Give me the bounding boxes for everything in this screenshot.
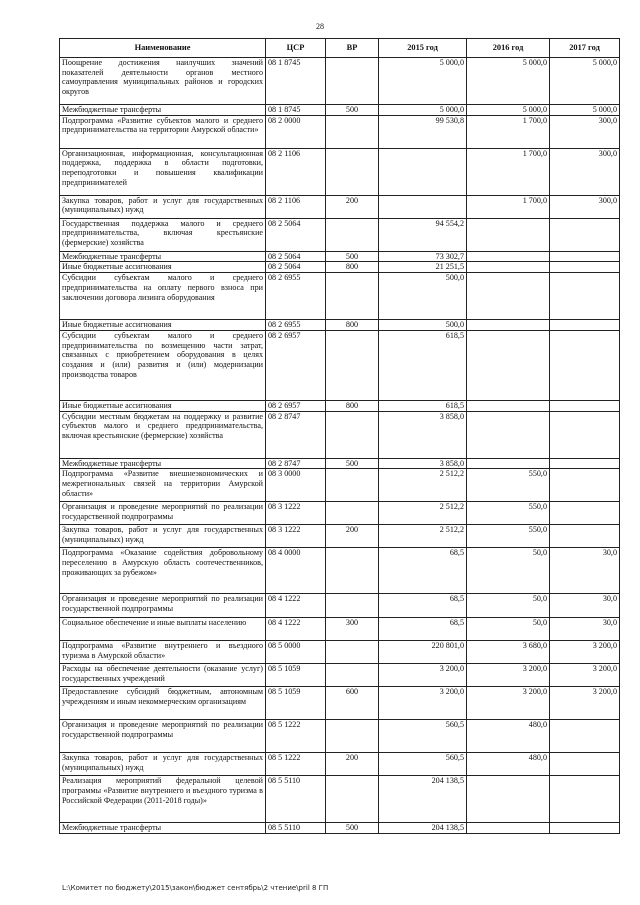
cell-2015: 2 512,2: [379, 469, 467, 502]
cell-2017: 3 200,0: [550, 687, 620, 720]
cell-csr: 08 5 1059: [266, 687, 326, 720]
cell-2016: 1 700,0: [467, 115, 550, 148]
cell-name: Закупка товаров, работ и услуг для государственных (муниципальных) нужд: [60, 753, 266, 776]
cell-vr: 500: [326, 105, 379, 116]
cell-vr: 600: [326, 687, 379, 720]
table-row: [60, 525, 620, 548]
cell-2016: 1 700,0: [467, 195, 550, 218]
cell-2017: 300,0: [550, 195, 620, 218]
cell-2017: [550, 458, 620, 469]
cell-2017: [550, 262, 620, 273]
cell-2017: [550, 273, 620, 320]
cell-2015: 2 512,2: [379, 525, 467, 548]
cell-csr: 08 5 5110: [266, 823, 326, 834]
cell-vr: [326, 664, 379, 687]
cell-name: Иные бюджетные ассигнования: [60, 320, 266, 331]
cell-2016: 5 000,0: [467, 58, 550, 105]
cell-vr: [326, 720, 379, 753]
table-row: [60, 115, 620, 148]
cell-2015: 3 200,0: [379, 687, 467, 720]
cell-name: Предоставление субсидий бюджетным, автономным учреждениям и иным некоммерческим организациям: [60, 687, 266, 720]
cell-2017: [550, 502, 620, 525]
cell-vr: [326, 502, 379, 525]
cell-2016: [467, 458, 550, 469]
table-row: [60, 218, 620, 251]
table-row: [60, 273, 620, 320]
table-row: [60, 148, 620, 195]
cell-2016: [467, 262, 550, 273]
cell-csr: 08 2 8747: [266, 458, 326, 469]
cell-2017: 30,0: [550, 594, 620, 618]
cell-vr: [326, 273, 379, 320]
cell-2017: 30,0: [550, 548, 620, 594]
cell-2016: [467, 330, 550, 400]
table-row: [60, 687, 620, 720]
cell-vr: [326, 776, 379, 823]
table-row: [60, 320, 620, 331]
cell-2015: 500,0: [379, 273, 467, 320]
cell-vr: [326, 548, 379, 594]
cell-2015: [379, 148, 467, 195]
cell-csr: 08 2 8747: [266, 411, 326, 458]
cell-vr: [326, 641, 379, 664]
table-row: [60, 776, 620, 823]
cell-csr: 08 2 1106: [266, 195, 326, 218]
cell-name: Социальное обеспечение и иные выплаты населению: [60, 618, 266, 641]
header-2016: 2016 год: [467, 39, 550, 58]
cell-2016: 5 000,0: [467, 105, 550, 116]
cell-2015: 68,5: [379, 594, 467, 618]
cell-2017: [550, 753, 620, 776]
cell-2016: 3 680,0: [467, 641, 550, 664]
cell-csr: 08 1 8745: [266, 105, 326, 116]
cell-vr: 500: [326, 458, 379, 469]
cell-csr: 08 2 6955: [266, 320, 326, 331]
cell-csr: 08 5 5110: [266, 776, 326, 823]
file-path-footer: L:\Комитет по бюджету\2015\закон\бюджет сентябрь\2 чтение\pril 8 ГП: [62, 884, 329, 892]
cell-vr: 500: [326, 823, 379, 834]
cell-csr: 08 3 1222: [266, 525, 326, 548]
cell-2015: 5 000,0: [379, 105, 467, 116]
cell-vr: [326, 58, 379, 105]
cell-csr: 08 2 5064: [266, 251, 326, 262]
cell-vr: 800: [326, 262, 379, 273]
cell-2017: [550, 720, 620, 753]
table-row: [60, 195, 620, 218]
table-row: [60, 753, 620, 776]
cell-csr: 08 2 1106: [266, 148, 326, 195]
table-row: [60, 400, 620, 411]
page-number: 28: [316, 22, 324, 31]
table-row: [60, 823, 620, 834]
cell-2016: 3 200,0: [467, 664, 550, 687]
cell-2016: [467, 218, 550, 251]
cell-name: Подпрограмма «Развитие субъектов малого и среднего предпринимательства на территории Амурской области»: [60, 115, 266, 148]
cell-2017: [550, 525, 620, 548]
cell-2015: 560,5: [379, 720, 467, 753]
cell-csr: 08 5 1222: [266, 753, 326, 776]
cell-name: Подпрограмма «Оказание содействия добровольному переселению в Амурскую область соотечественников, проживающих за рубежом»: [60, 548, 266, 594]
table-row: [60, 594, 620, 618]
table-row: [60, 618, 620, 641]
cell-vr: 200: [326, 753, 379, 776]
header-2017: 2017 год: [550, 39, 620, 58]
cell-2016: [467, 273, 550, 320]
cell-2017: 3 200,0: [550, 641, 620, 664]
cell-2015: 94 554,2: [379, 218, 467, 251]
cell-csr: 08 3 0000: [266, 469, 326, 502]
cell-vr: 500: [326, 251, 379, 262]
cell-2017: [550, 469, 620, 502]
cell-2015: 21 251,5: [379, 262, 467, 273]
cell-name: Закупка товаров, работ и услуг для государственных (муниципальных) нужд: [60, 525, 266, 548]
table-row: [60, 411, 620, 458]
cell-2016: 550,0: [467, 525, 550, 548]
cell-csr: 08 3 1222: [266, 502, 326, 525]
cell-name: Поощрение достижения наилучших значений показателей деятельности органов местного самоуправления муниципальных районов и городских округов: [60, 58, 266, 105]
table-row: [60, 58, 620, 105]
cell-2015: 73 302,7: [379, 251, 467, 262]
cell-name: Иные бюджетные ассигнования: [60, 400, 266, 411]
cell-2017: [550, 823, 620, 834]
cell-name: Государственная поддержка малого и среднего предпринимательства, включая крестьянские (фермерские) хозяйства: [60, 218, 266, 251]
cell-2016: [467, 251, 550, 262]
cell-csr: 08 2 5064: [266, 262, 326, 273]
cell-2015: 3 858,0: [379, 458, 467, 469]
cell-name: Подпрограмма «Развитие внешнеэкономических и межрегиональных связей на территории Амурской области»: [60, 469, 266, 502]
cell-2015: 204 138,5: [379, 823, 467, 834]
table-header-row: [60, 39, 620, 58]
cell-2016: [467, 776, 550, 823]
cell-2016: 50,0: [467, 548, 550, 594]
cell-2016: [467, 400, 550, 411]
cell-2016: 480,0: [467, 720, 550, 753]
cell-2015: [379, 195, 467, 218]
cell-name: Субсидии субъектам малого и среднего предпринимательства по возмещению части затрат, связанных с приобретением оборудования в целях создания и (или) развития и (или) модернизации производства товаров: [60, 330, 266, 400]
cell-name: Расходы на обеспечение деятельности (оказание услуг) государственных учреждений: [60, 664, 266, 687]
table-row: [60, 664, 620, 687]
cell-2015: 618,5: [379, 330, 467, 400]
cell-csr: 08 2 6957: [266, 330, 326, 400]
header-vr: ВР: [326, 39, 379, 58]
cell-2017: 300,0: [550, 148, 620, 195]
cell-name: Субсидии местным бюджетам на поддержку и развитие субъектов малого и среднего предпринимательства, включая крестьянские (фермерские) хозяйства: [60, 411, 266, 458]
cell-2015: 500,0: [379, 320, 467, 331]
header-csr: ЦСР: [266, 39, 326, 58]
cell-2016: 50,0: [467, 618, 550, 641]
cell-2017: [550, 218, 620, 251]
table-row: [60, 262, 620, 273]
cell-2017: [550, 400, 620, 411]
table-row: [60, 105, 620, 116]
cell-2016: [467, 823, 550, 834]
cell-vr: [326, 148, 379, 195]
table-row: [60, 720, 620, 753]
cell-2015: 3 200,0: [379, 664, 467, 687]
table-row: [60, 641, 620, 664]
cell-name: Организация и проведение мероприятий по реализации государственной подпрограммы: [60, 720, 266, 753]
cell-name: Организация и проведение мероприятий по реализации государственной подпрограммы: [60, 502, 266, 525]
table-row: [60, 458, 620, 469]
cell-csr: 08 5 1059: [266, 664, 326, 687]
table-row: [60, 469, 620, 502]
cell-csr: 08 4 1222: [266, 618, 326, 641]
cell-2017: [550, 776, 620, 823]
cell-2017: [550, 251, 620, 262]
cell-2015: 99 530,8: [379, 115, 467, 148]
cell-2016: 550,0: [467, 469, 550, 502]
cell-2015: 2 512,2: [379, 502, 467, 525]
cell-2017: 300,0: [550, 115, 620, 148]
cell-name: Иные бюджетные ассигнования: [60, 262, 266, 273]
cell-name: Межбюджетные трансферты: [60, 105, 266, 116]
cell-2017: [550, 330, 620, 400]
table-row: [60, 330, 620, 400]
cell-2017: 3 200,0: [550, 664, 620, 687]
cell-2015: 5 000,0: [379, 58, 467, 105]
header-name: Наименование: [60, 39, 266, 58]
cell-2016: [467, 411, 550, 458]
cell-2017: [550, 411, 620, 458]
table-row: [60, 502, 620, 525]
cell-2016: 550,0: [467, 502, 550, 525]
cell-2016: [467, 320, 550, 331]
cell-2016: 3 200,0: [467, 687, 550, 720]
cell-name: Межбюджетные трансферты: [60, 823, 266, 834]
cell-2017: 30,0: [550, 618, 620, 641]
cell-csr: 08 2 6955: [266, 273, 326, 320]
cell-vr: [326, 218, 379, 251]
cell-name: Межбюджетные трансферты: [60, 458, 266, 469]
table-body: [60, 58, 620, 834]
cell-csr: 08 2 6957: [266, 400, 326, 411]
cell-2015: 3 858,0: [379, 411, 467, 458]
cell-csr: 08 2 5064: [266, 218, 326, 251]
cell-csr: 08 2 0000: [266, 115, 326, 148]
table-row: [60, 548, 620, 594]
cell-name: Организация и проведение мероприятий по реализации государственной подпрограммы: [60, 594, 266, 618]
cell-vr: 800: [326, 320, 379, 331]
cell-vr: 300: [326, 618, 379, 641]
cell-csr: 08 5 0000: [266, 641, 326, 664]
cell-name: Реализация мероприятий федеральной целевой программы «Развитие внутреннего и въездного туризма в Российской Федерации (2011-2018 годы)»: [60, 776, 266, 823]
cell-2017: [550, 320, 620, 331]
cell-vr: [326, 411, 379, 458]
cell-2015: 618,5: [379, 400, 467, 411]
budget-table: [59, 38, 620, 834]
cell-vr: [326, 330, 379, 400]
cell-2017: 5 000,0: [550, 105, 620, 116]
cell-2017: 5 000,0: [550, 58, 620, 105]
cell-2015: 560,5: [379, 753, 467, 776]
table-row: [60, 251, 620, 262]
cell-vr: 200: [326, 195, 379, 218]
cell-2015: 68,5: [379, 618, 467, 641]
cell-vr: [326, 469, 379, 502]
cell-csr: 08 5 1222: [266, 720, 326, 753]
cell-2015: 220 801,0: [379, 641, 467, 664]
cell-vr: [326, 594, 379, 618]
cell-name: Субсидии субъектам малого и среднего предпринимательства на оплату первого взноса при заключении договора лизинга оборудования: [60, 273, 266, 320]
cell-2016: 50,0: [467, 594, 550, 618]
cell-2016: 1 700,0: [467, 148, 550, 195]
cell-2015: 68,5: [379, 548, 467, 594]
cell-2016: 480,0: [467, 753, 550, 776]
header-2015: 2015 год: [379, 39, 467, 58]
cell-vr: [326, 115, 379, 148]
cell-name: Подпрограмма «Развитие внутреннего и въездного туризма в Амурской области»: [60, 641, 266, 664]
cell-name: Организационная, информационная, консультационная поддержка, поддержка в области подготовки, переподготовки и повышения квалификации предпринимателей: [60, 148, 266, 195]
cell-name: Закупка товаров, работ и услуг для государственных (муниципальных) нужд: [60, 195, 266, 218]
cell-csr: 08 1 8745: [266, 58, 326, 105]
cell-csr: 08 4 0000: [266, 548, 326, 594]
cell-vr: 800: [326, 400, 379, 411]
cell-csr: 08 4 1222: [266, 594, 326, 618]
cell-2015: 204 138,5: [379, 776, 467, 823]
cell-name: Межбюджетные трансферты: [60, 251, 266, 262]
cell-vr: 200: [326, 525, 379, 548]
